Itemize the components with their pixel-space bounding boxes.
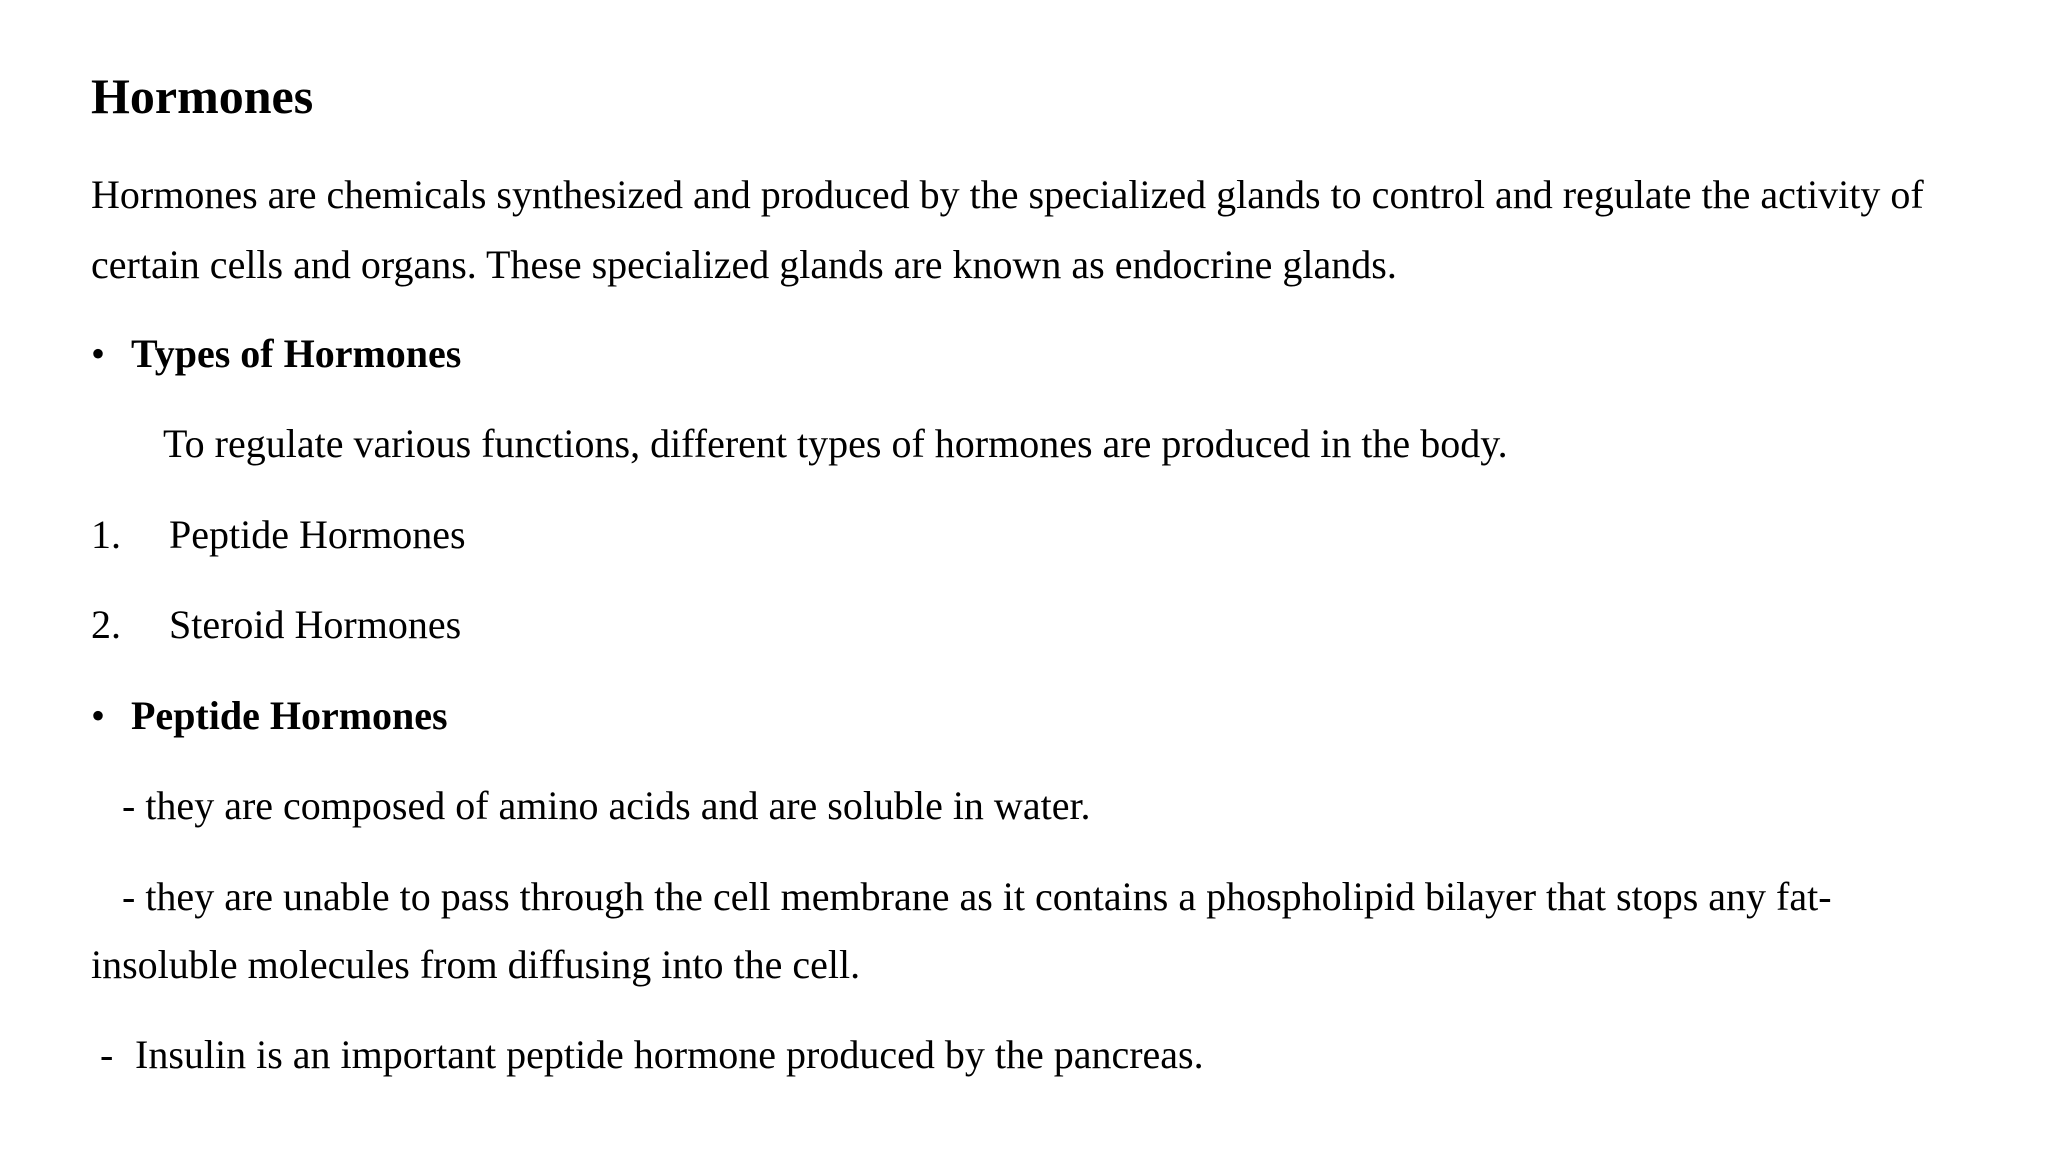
peptide-point-3: Insulin is an important peptide hormone produced by the pancreas. (135, 1032, 1204, 1077)
peptide-heading: Peptide Hormones (131, 693, 448, 738)
types-heading: Types of Hormones (131, 331, 462, 376)
intro-line-2: certain cells and organs. These specialized glands are known as endocrine glands. (91, 242, 1397, 287)
dash-icon: - (100, 1032, 114, 1077)
intro-line-1: Hormones are chemicals synthesized and produced by the specialized glands to control and regulate the activity of (91, 172, 1924, 217)
bullet-icon: • (91, 693, 106, 738)
page-title: Hormones (91, 68, 314, 124)
bullet-icon: • (91, 331, 106, 376)
peptide-point-1: - they are composed of amino acids and are soluble in water. (122, 783, 1091, 828)
types-text: To regulate various functions, different types of hormones are produced in the body. (163, 421, 1508, 466)
list-item-number: 1. (91, 512, 121, 557)
list-item-label: Steroid Hormones (169, 602, 462, 647)
peptide-point-2-line-2: insoluble molecules from diffusing into the cell. (91, 942, 861, 987)
peptide-point-2-line-1: - they are unable to pass through the cell membrane as it contains a phospholipid bilayer that stops any fat- (122, 874, 1832, 919)
list-item-label: Peptide Hormones (169, 512, 466, 557)
list-item-number: 2. (91, 602, 121, 647)
